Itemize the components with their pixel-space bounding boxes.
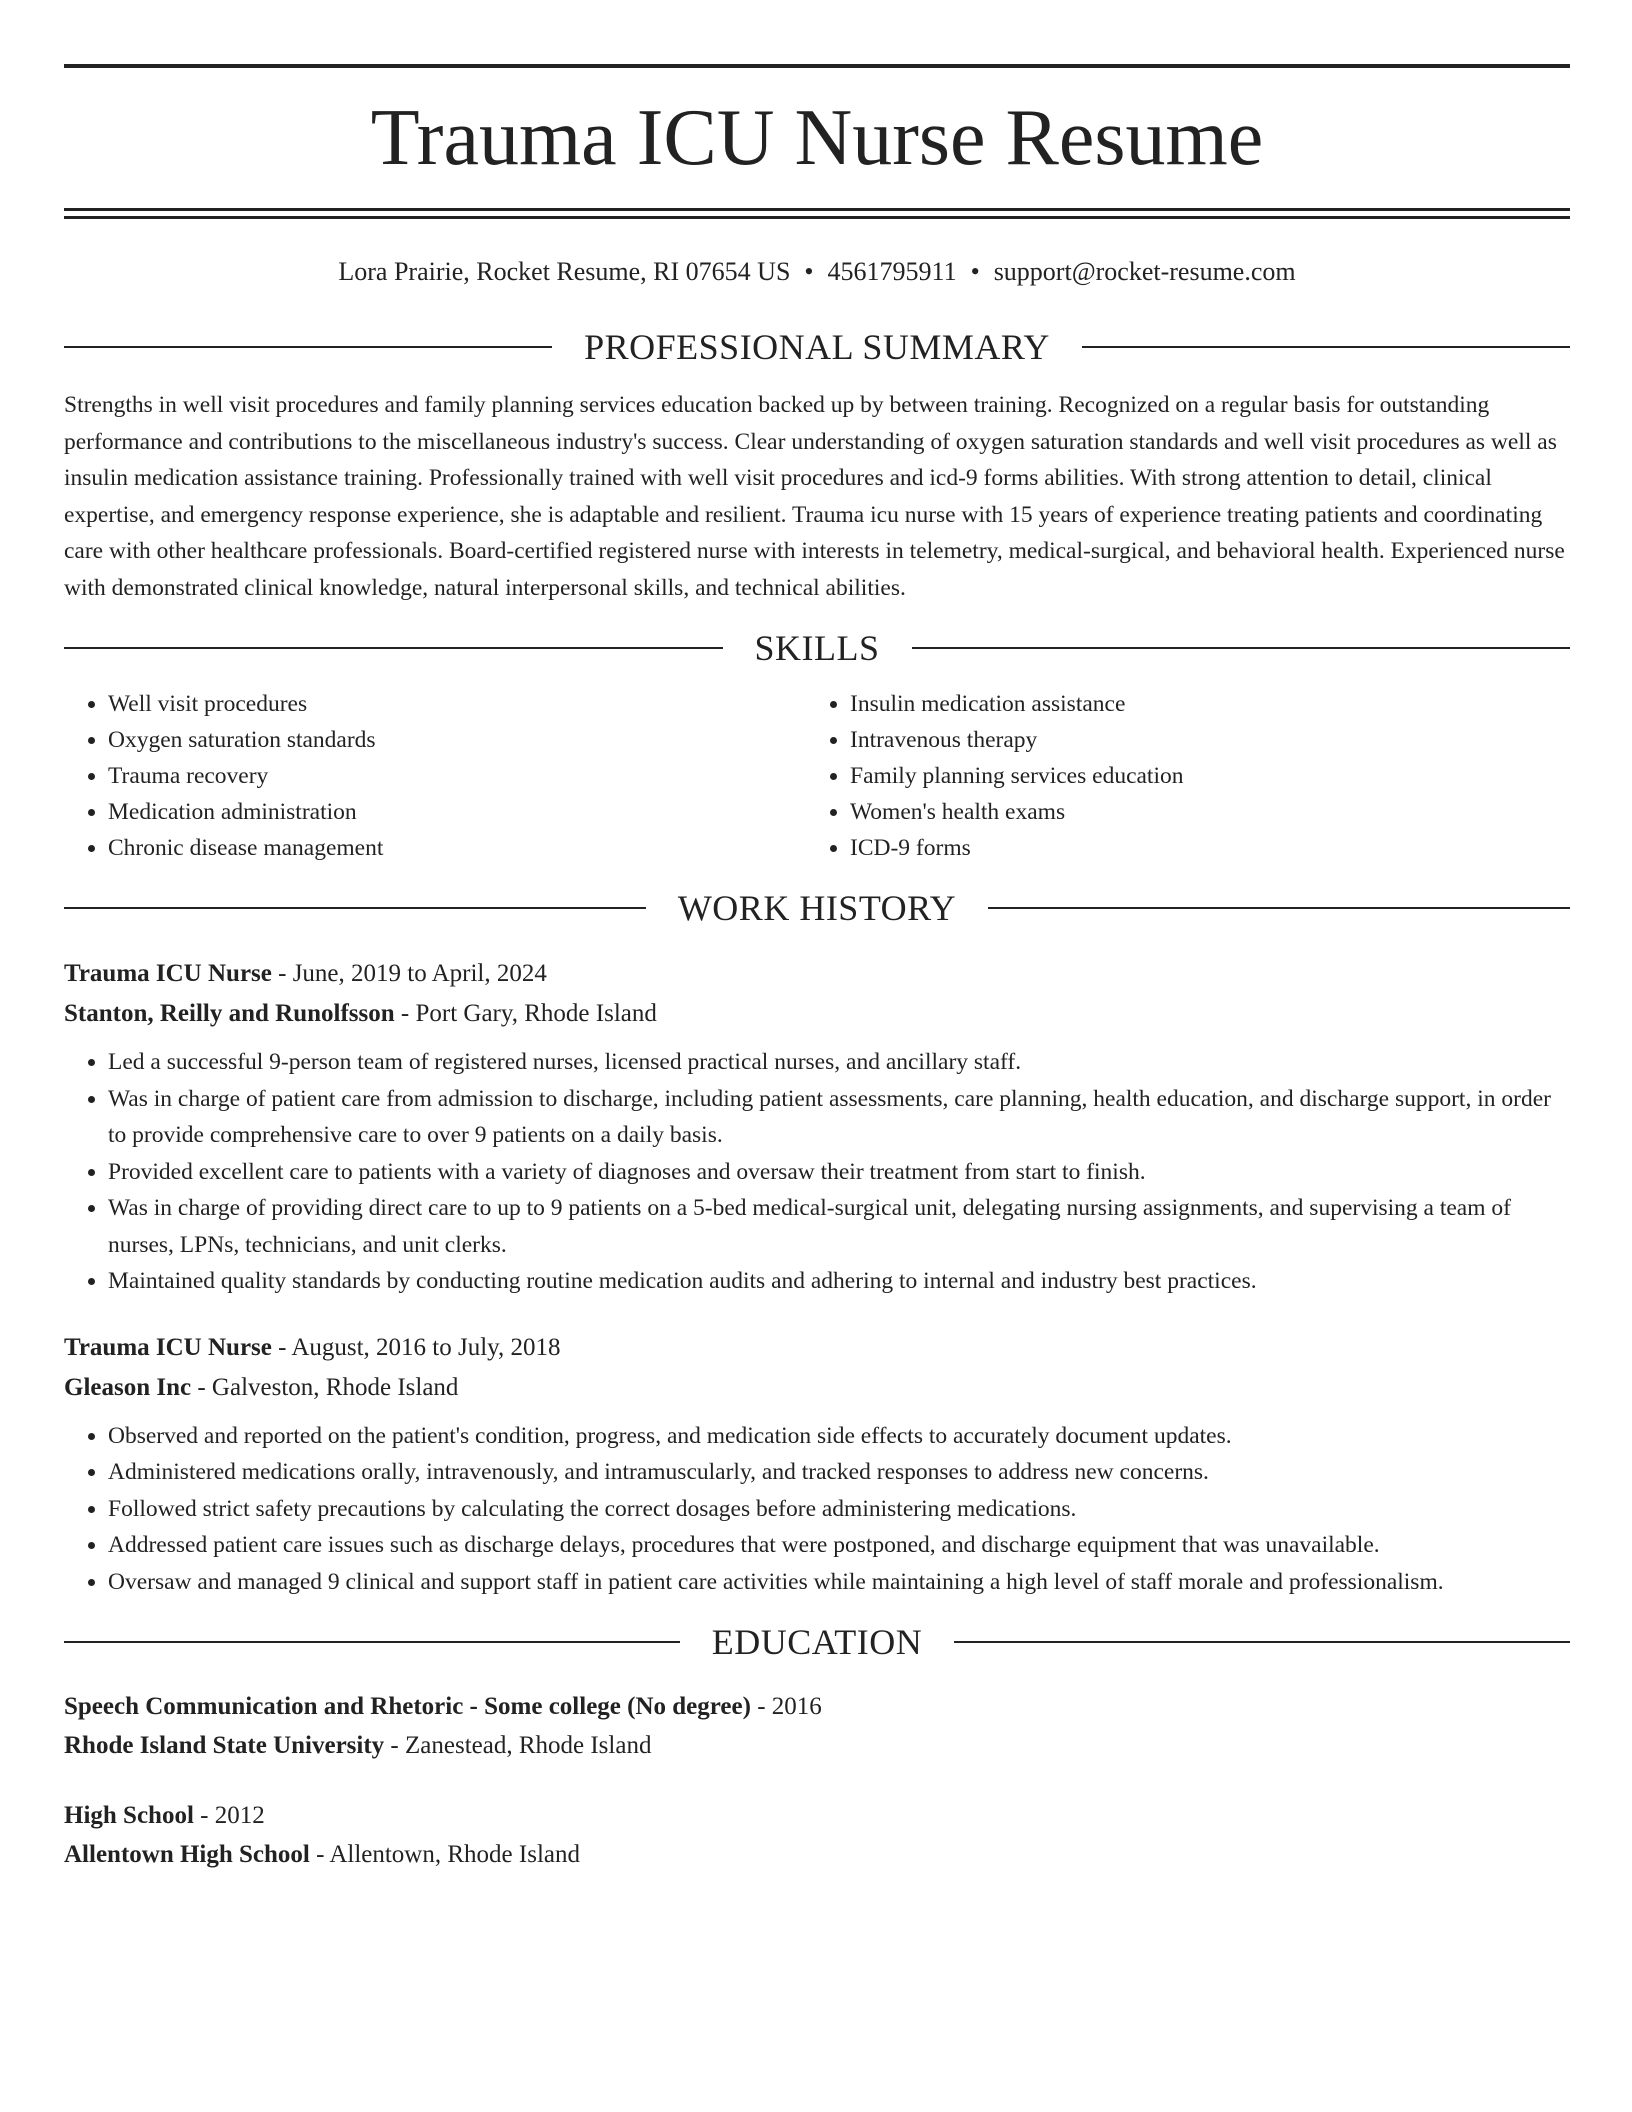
summary-heading: PROFESSIONAL SUMMARY bbox=[584, 327, 1050, 367]
title-double-rule bbox=[64, 208, 1570, 219]
job-bullets bbox=[64, 1418, 1570, 1601]
work-heading: WORK HISTORY bbox=[677, 888, 957, 928]
education-entry bbox=[64, 1797, 1570, 1874]
page-title: Trauma ICU Nurse Resume bbox=[370, 94, 1264, 182]
skill-item: • Intravenous therapy bbox=[850, 722, 1548, 758]
job-bullet: • Led a successful 9-person team of registered nurses, licensed practical nurses, and ancillary staff. bbox=[108, 1044, 1570, 1081]
job-entry bbox=[64, 954, 1570, 1300]
education-school: Rhode Island State University bbox=[64, 1731, 385, 1759]
education-year: - 2012 bbox=[193, 1802, 265, 1829]
contact-separator: • bbox=[804, 257, 814, 286]
job-location: - Galveston, Rhode Island bbox=[191, 1373, 459, 1401]
education-location: - Allentown, Rhode Island bbox=[309, 1840, 580, 1868]
education-degree: Speech Communication and Rhetoric - Some college (No degree) bbox=[64, 1693, 751, 1720]
job-bullet: • Was in charge of providing direct care to up to 9 patients on a 5-bed medical-surgical unit, delegating nursing assignments, and supervising a team of nurses, LPNs, technicians, and unit clerks. bbox=[108, 1190, 1570, 1263]
skills-section-header bbox=[64, 628, 1570, 668]
education-heading: EDUCATION bbox=[711, 1622, 923, 1662]
skill-item: • Family planning services education bbox=[850, 758, 1548, 794]
section-rule-right bbox=[954, 1641, 1570, 1643]
job-title: Trauma ICU Nurse bbox=[64, 1333, 272, 1361]
contact-address: Lora Prairie, Rocket Resume, RI 07654 US bbox=[338, 257, 791, 286]
education-degree-line bbox=[64, 1797, 1570, 1836]
job-bullet: • Administered medications orally, intravenously, and intramuscularly, and tracked responses to address new concerns. bbox=[108, 1454, 1570, 1491]
skill-item: • Insulin medication assistance bbox=[850, 686, 1548, 722]
education-degree: High School bbox=[64, 1802, 194, 1829]
job-bullet: • Observed and reported on the patient's condition, progress, and medication side effects to accurately document updates. bbox=[108, 1418, 1570, 1455]
education-year: - 2016 bbox=[750, 1693, 822, 1720]
job-company: Gleason Inc bbox=[64, 1373, 192, 1401]
section-rule-right bbox=[912, 647, 1571, 649]
section-rule-left bbox=[64, 346, 552, 348]
summary-section-header bbox=[64, 327, 1570, 367]
education-section-header bbox=[64, 1622, 1570, 1662]
skills-column-right bbox=[806, 686, 1548, 866]
job-bullet: • Provided excellent care to patients with a variety of diagnoses and oversaw their treatment from start to finish. bbox=[108, 1154, 1570, 1191]
skill-item: • Chronic disease management bbox=[108, 830, 806, 866]
skills-column-left bbox=[64, 686, 806, 866]
section-rule-right bbox=[1082, 346, 1570, 348]
education-entry bbox=[64, 1688, 1570, 1765]
job-entry bbox=[64, 1328, 1570, 1601]
skill-item: • Oxygen saturation standards bbox=[108, 722, 806, 758]
contact-phone: 4561795911 bbox=[827, 257, 957, 286]
job-bullet: • Maintained quality standards by conducting routine medication audits and adhering to internal and industry best practices. bbox=[108, 1263, 1570, 1300]
skill-item: • Medication administration bbox=[108, 794, 806, 830]
job-dates: - August, 2016 to July, 2018 bbox=[271, 1333, 561, 1361]
section-rule-left bbox=[64, 647, 723, 649]
job-bullet: • Followed strict safety precautions by calculating the correct dosages before administering medications. bbox=[108, 1491, 1570, 1528]
job-bullet: • Was in charge of patient care from admission to discharge, including patient assessments, care planning, health education, and discharge support, in order to provide comprehensive care to over 9 patients on a daily basis. bbox=[108, 1081, 1570, 1154]
summary-text: Strengths in well visit procedures and family planning services education backed up by between training. Recognized on a regular basis for outstanding performance and contributions to the miscellaneous industry's success. Clear understanding of oxygen saturation standards and well visit procedures as well as insulin medication assistance training. Professionally trained with well visit procedures and icd-9 forms abilities. With strong attention to detail, clinical expertise, and emergency response experience, she is adaptable and resilient. Trauma icu nurse with 15 years of experience treating patients and coordinating care with other healthcare professionals. Board-certified registered nurse with interests in telemetry, medical-surgical, and behavioral health. Experienced nurse with demonstrated clinical knowledge, natural interpersonal skills, and technical abilities. bbox=[64, 392, 1565, 601]
skills-heading: SKILLS bbox=[754, 628, 880, 668]
job-bullets bbox=[64, 1044, 1570, 1300]
job-company-line bbox=[64, 994, 1570, 1034]
section-rule-left bbox=[64, 1641, 680, 1643]
job-company-line bbox=[64, 1368, 1570, 1408]
skill-item: • Women's health exams bbox=[850, 794, 1548, 830]
job-dates: - June, 2019 to April, 2024 bbox=[271, 960, 547, 987]
education-school-line bbox=[64, 1727, 1570, 1766]
job-company: Stanton, Reilly and Runolfsson bbox=[64, 1000, 395, 1027]
contact-line bbox=[64, 257, 1570, 287]
education-location: - Zanestead, Rhode Island bbox=[384, 1731, 652, 1759]
section-rule-right bbox=[988, 907, 1570, 909]
skill-item: • ICD-9 forms bbox=[850, 830, 1548, 866]
job-title-line bbox=[64, 954, 1570, 994]
job-bullet: • Oversaw and managed 9 clinical and support staff in patient care activities while maintaining a high level of staff morale and professionalism. bbox=[108, 1564, 1570, 1601]
work-section-header bbox=[64, 888, 1570, 928]
contact-separator: • bbox=[970, 257, 980, 286]
education-school-line bbox=[64, 1836, 1570, 1875]
job-title-line bbox=[64, 1328, 1570, 1368]
education-school: Allentown High School bbox=[64, 1840, 310, 1868]
resume-page bbox=[64, 64, 1570, 1874]
skill-item: • Well visit procedures bbox=[108, 686, 806, 722]
job-title: Trauma ICU Nurse bbox=[64, 960, 272, 987]
skills-list bbox=[64, 686, 1570, 866]
section-rule-left bbox=[64, 907, 646, 909]
skill-item: • Trauma recovery bbox=[108, 758, 806, 794]
contact-email: support@rocket-resume.com bbox=[993, 257, 1296, 286]
job-location: - Port Gary, Rhode Island bbox=[394, 1000, 657, 1027]
education-degree-line bbox=[64, 1688, 1570, 1727]
top-rule bbox=[64, 64, 1570, 68]
job-bullet: • Addressed patient care issues such as discharge delays, procedures that were postponed, and discharge equipment that was unavailable. bbox=[108, 1527, 1570, 1564]
